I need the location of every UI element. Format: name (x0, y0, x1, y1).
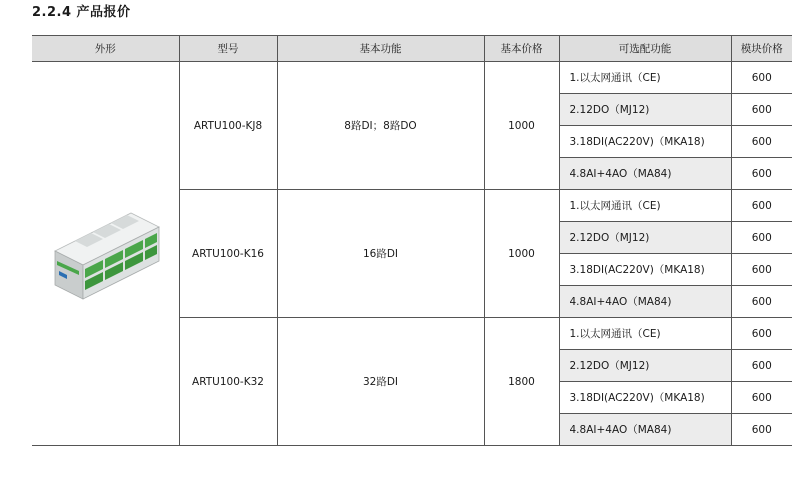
option-cell: 3.18DI(AC220V)（MKA18) (559, 126, 731, 158)
module-price-cell: 600 (731, 222, 792, 254)
model-cell: ARTU100-KJ8 (179, 62, 277, 190)
option-cell: 2.12DO（MJ12) (559, 94, 731, 126)
module-price-cell: 600 (731, 414, 792, 446)
basic-function-cell: 8路DI；8路DO (277, 62, 484, 190)
option-cell: 3.18DI(AC220V)（MKA18) (559, 382, 731, 414)
module-price-cell: 600 (731, 318, 792, 350)
option-cell: 1.以太网通讯（CE) (559, 190, 731, 222)
basic-price-cell: 1000 (484, 62, 559, 190)
model-cell: ARTU100-K32 (179, 318, 277, 446)
header-basic-function: 基本功能 (277, 36, 484, 62)
table-header-row (32, 36, 792, 62)
basic-function-cell: 16路DI (277, 190, 484, 318)
option-cell: 2.12DO（MJ12) (559, 222, 731, 254)
option-cell: 1.以太网通讯（CE) (559, 318, 731, 350)
price-table (32, 35, 792, 446)
basic-price-cell: 1000 (484, 190, 559, 318)
header-optional-function: 可选配功能 (559, 36, 731, 62)
header-appearance: 外形 (32, 36, 179, 62)
module-price-cell: 600 (731, 286, 792, 318)
header-basic-price: 基本价格 (484, 36, 559, 62)
device-image (45, 199, 165, 309)
header-model: 型号 (179, 36, 277, 62)
option-cell: 4.8AI+4AO（MA84) (559, 158, 731, 190)
module-price-cell: 600 (731, 158, 792, 190)
option-cell: 2.12DO（MJ12) (559, 350, 731, 382)
module-price-cell: 600 (731, 382, 792, 414)
module-price-cell: 600 (731, 94, 792, 126)
option-cell: 3.18DI(AC220V)（MKA18) (559, 254, 731, 286)
model-cell: ARTU100-K16 (179, 190, 277, 318)
module-price-cell: 600 (731, 350, 792, 382)
module-price-cell: 600 (731, 62, 792, 94)
basic-function-cell: 32路DI (277, 318, 484, 446)
option-cell: 1.以太网通讯（CE) (559, 62, 731, 94)
table-row (32, 62, 792, 94)
module-price-cell: 600 (731, 254, 792, 286)
section-title: 2.2.4 产品报价 (32, 5, 131, 20)
option-cell: 4.8AI+4AO（MA84) (559, 414, 731, 446)
module-price-cell: 600 (731, 126, 792, 158)
option-cell: 4.8AI+4AO（MA84) (559, 286, 731, 318)
product-image-cell (32, 62, 179, 446)
module-price-cell: 600 (731, 190, 792, 222)
header-module-price: 模块价格 (731, 36, 792, 62)
basic-price-cell: 1800 (484, 318, 559, 446)
